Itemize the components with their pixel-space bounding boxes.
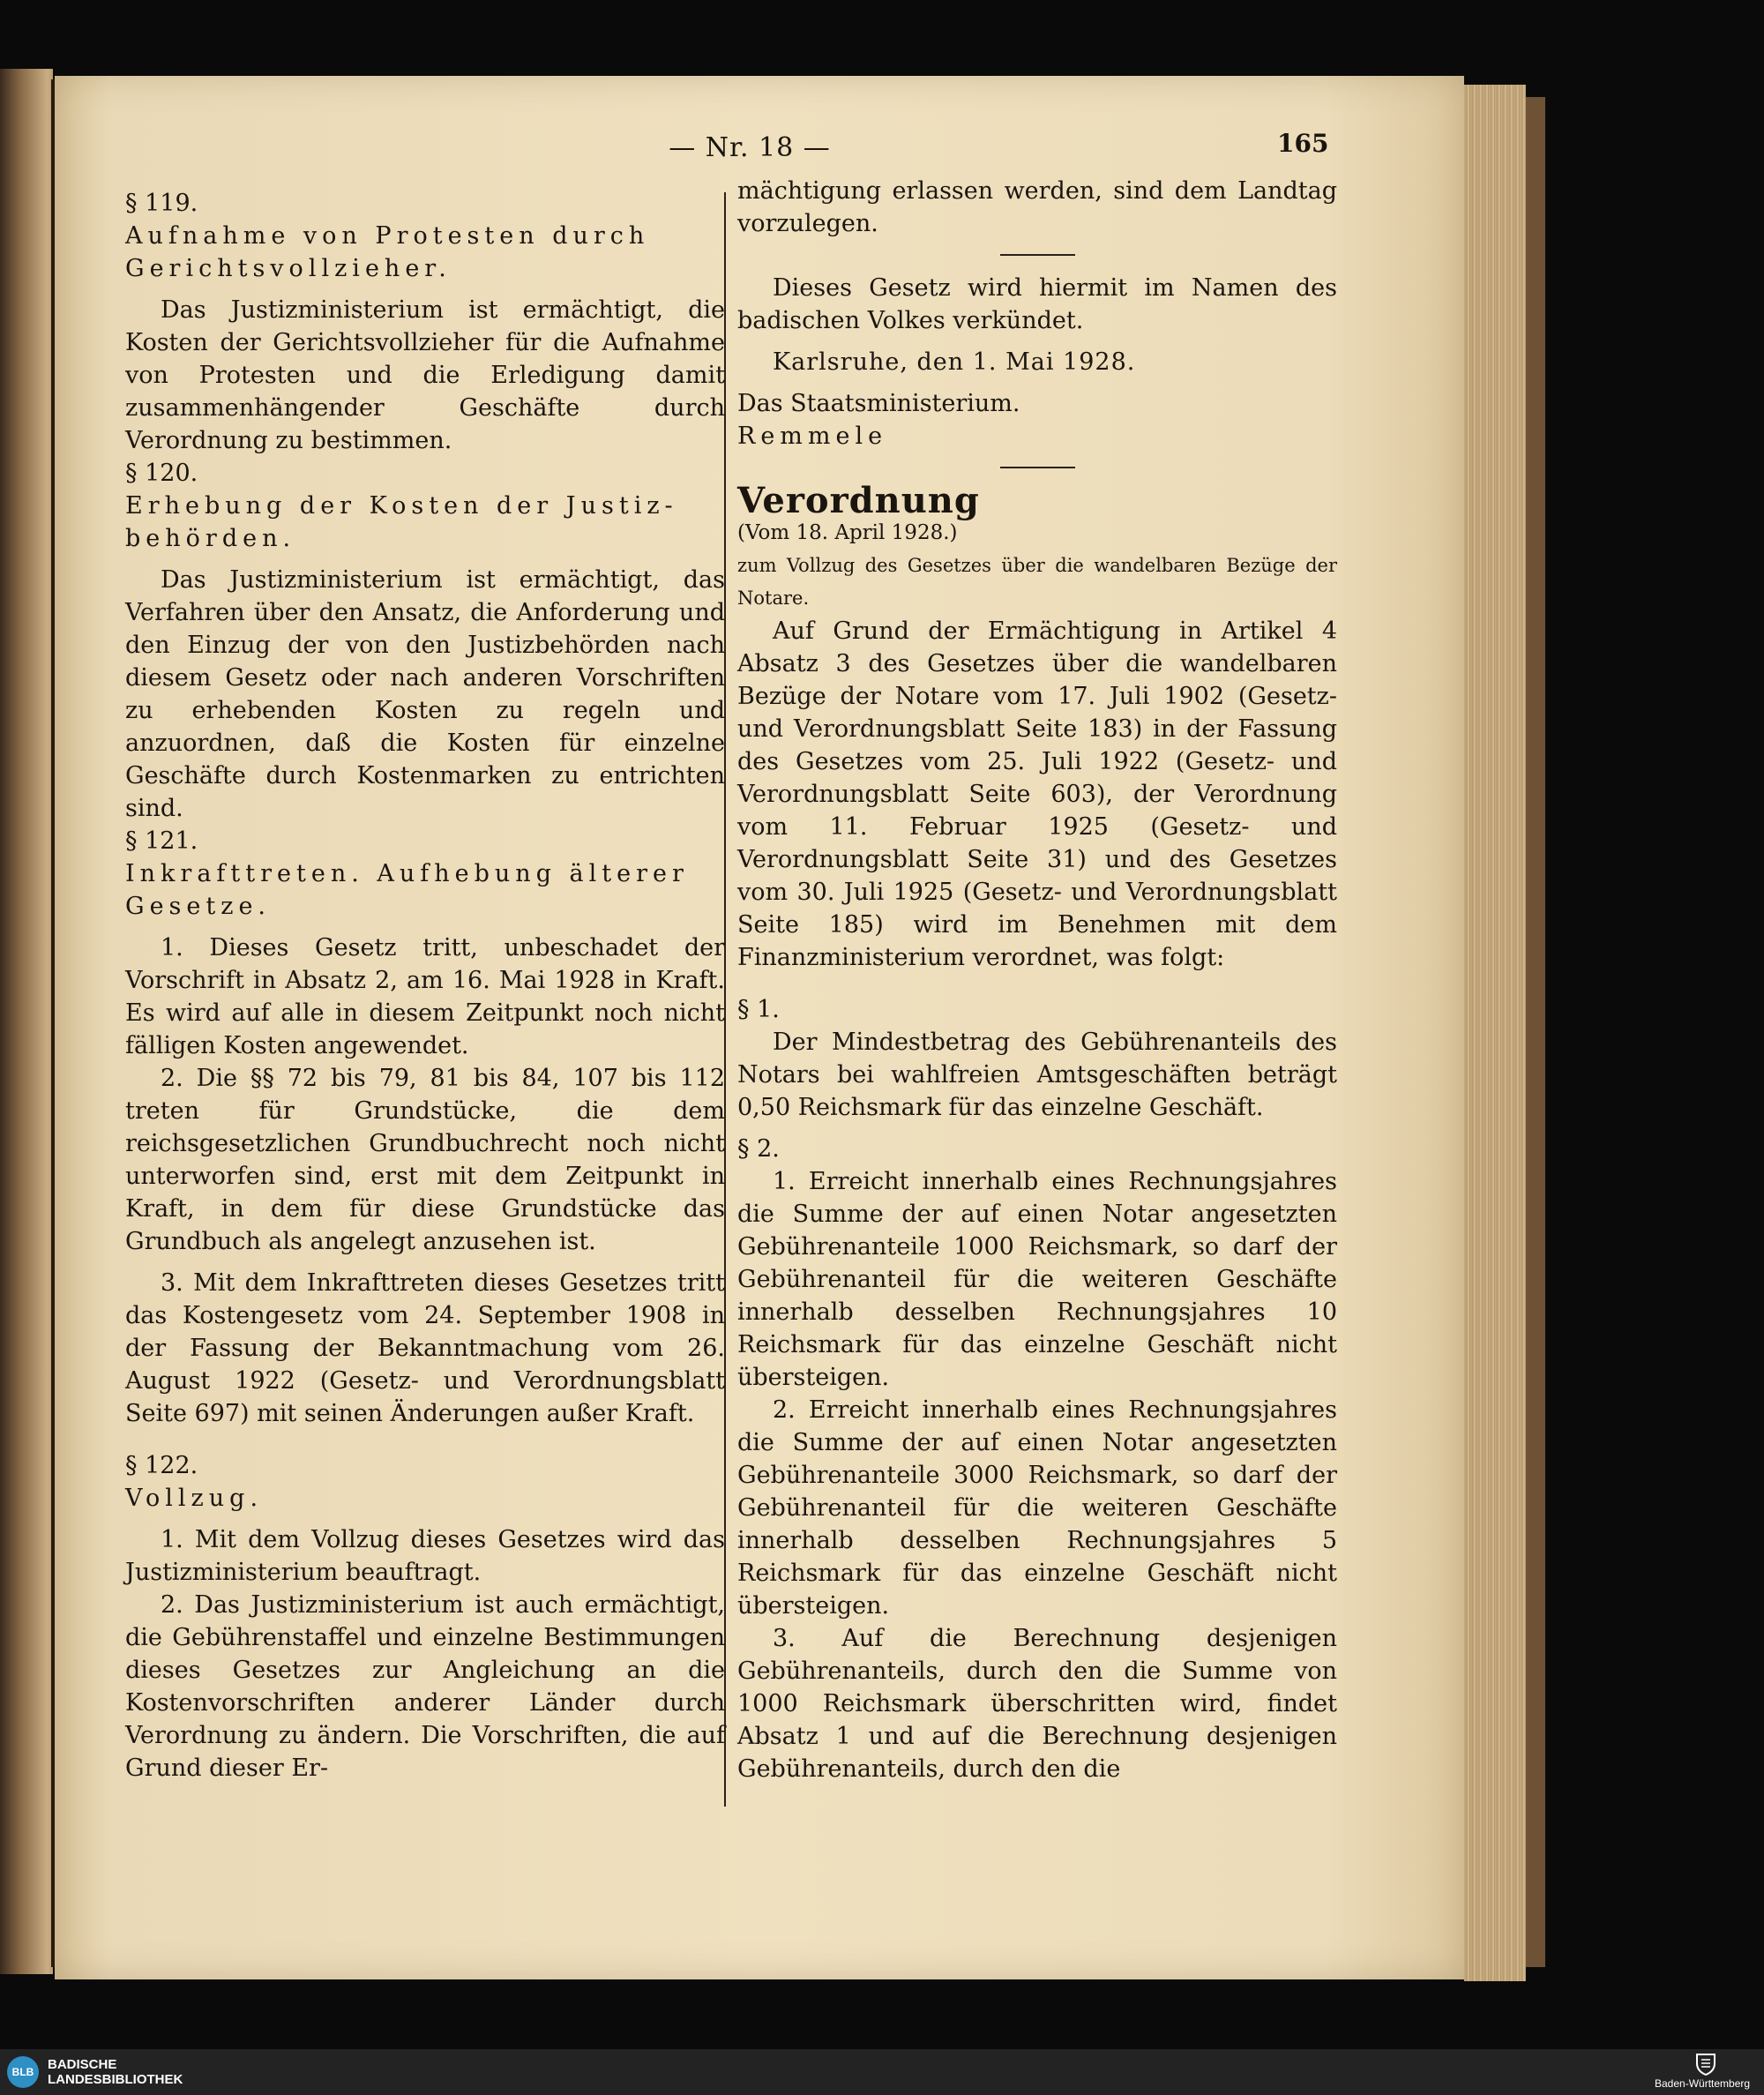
state-label: Baden-Württemberg [1655,2077,1751,2090]
section-number: § 1. [737,996,780,1023]
paragraph: 2. Das Justizministerium ist auch ermächtigt, die Gebührenstaffel und einzelne Bestimmungen dieses Gesetzes zur Angleichung an die Kostenvorschriften anderer Länder durch Verordnung zu ändern. Die Vorschriften, die auf Grund dieser Er- [125,1591,725,1782]
section-heading: behörden. [125,525,296,552]
section-heading: Vollzug. [125,1485,264,1512]
paragraph: 3. Auf die Berechnung desjenigen Gebührenanteils, durch den die Summe von 1000 Reichsmark überschritten wird, findet Absatz 1 und auf die Berechnung desjenigen Gebührenanteils, durch den die [737,1625,1337,1783]
paragraph: 1. Dieses Gesetz tritt, unbeschadet der Vorschrift in Absatz 2, am 16. Mai 1928 in Kraft. Es wird auf alle in diesem Zeitpunkt noch nicht fälligen Kosten angewendet. [125,934,725,1059]
paragraph: Auf Grund der Ermächtigung in Artikel 4 Absatz 3 des Gesetzes über die wandelbaren Bezüge der Notare vom 17. Juli 1902 (Gesetz- und Verordnungsblatt Seite 183) in der Fassung des Gesetzes vom 25. Juli 1922 (Gesetz- und Verordnungsblatt Seite 603), der Verordnung vom 11. Februar 1925 (Gesetz- und Verordnungsblatt Seite 31) und des Gesetzes vom 30. Juli 1925 (Gesetz- und Verordnungsblatt Seite 185) wird im Benehmen mit dem Finanzministerium verordnet, was folgt: [737,617,1337,971]
left-page-edge [0,69,53,1974]
footer-bar [0,2049,1764,2095]
section-heading: Gesetze. [125,893,272,920]
paragraph: 3. Mit dem Inkrafttreten dieses Gesetzes tritt das Kostengesetz vom 24. September 1908 in der Fassung der Bekanntmachung vom 26. August 1922 (Gesetz- und Verordnungsblatt Seite 697) mit seinen Änderungen außer Kraft. [125,1269,725,1427]
section-number: § 119. [125,190,198,217]
section-heading: Aufnahme von Protesten durch [125,222,650,250]
section-number: § 120. [125,460,198,487]
paragraph: Das Justizministerium ist ermächtigt, das Verfahren über den Ansatz, die Anforderung und den Einzug der von den Justizbehörden nach diesem Gesetz oder nach anderen Vorschriften zu erhebenden Kosten zu regeln und anzuordnen, daß die Kosten für einzelne Geschäfte durch Kostenmarken zu entrichten sind. [125,566,725,822]
separator-rule [1000,254,1075,256]
page-stack-edges [1464,85,1526,1981]
section-heading: Inkrafttreten. Aufhebung älterer [125,860,689,887]
paragraph: 1. Mit dem Vollzug dieses Gesetzes wird das Justizministerium beauftragt. [125,1526,725,1586]
ministry: Das Staatsministerium. [737,390,1020,417]
ordinance-date: (Vom 18. April 1928.) [737,521,958,544]
paragraph: 2. Die §§ 72 bis 79, 81 bis 84, 107 bis 112 treten für Grundstücke, die dem reichsgesetzlichen Grundbuchrecht noch nicht unterworfen sind, erst mit dem Zeitpunkt in Kraft, in dem für diese Grundstücke das Grundbuch als angelegt anzusehen ist. [125,1065,725,1255]
ordinance-subtitle: zum Vollzug des Gesetzes über die wandelbaren Bezüge der Notare. [737,555,1337,609]
page-number: 165 [1277,129,1329,158]
library-name-line2: LANDESBIBLIOTHEK [48,2072,183,2087]
left-column [125,187,725,1784]
paragraph: 1. Erreicht innerhalb eines Rechnungsjahres die Summe der auf einen Notar angesetzten Gebührenanteile 1000 Reichsmark, so darf der Gebührenanteil für die weiteren Geschäfte innerhalb desselben Rechnungsjahres 10 Reichsmark für das einzelne Geschäft nicht übersteigen. [737,1168,1337,1391]
place-date: Karlsruhe, den 1. Mai 1928. [773,348,1136,376]
signatory: Remmele [737,423,888,450]
promulgation: Dieses Gesetz wird hiermit im Namen des badischen Volkes verkündet. [737,274,1337,334]
section-heading: Erhebung der Kosten der Justiz- [125,492,678,520]
book-cover-edge [1526,97,1545,1967]
separator-rule [1000,467,1075,468]
paragraph: Das Justizministerium ist ermächtigt, die Kosten der Gerichtsvollzieher für die Aufnahme von Protesten und die Erledigung damit zusammenhängender Geschäfte durch Verordnung zu bestimmen. [125,296,725,454]
section-number: § 121. [125,827,198,855]
ordinance-title: Verordnung [737,480,980,521]
section-heading: Gerichtsvollzieher. [125,255,452,282]
right-column [737,175,1337,1785]
section-number: § 122. [125,1452,198,1479]
paragraph: mächtigung erlassen werden, sind dem Landtag vorzulegen. [737,177,1337,237]
issue-number: — Nr. 18 — [669,132,831,163]
blb-logo-icon[interactable]: BLB [7,2056,39,2088]
section-number: § 2. [737,1135,780,1163]
library-name-line1: BADISCHE [48,2057,117,2072]
paragraph: Der Mindestbetrag des Gebührenanteils des Notars bei wahlfreien Amtsgeschäften beträgt 0,50 Reichsmark für das einzelne Geschäft. [737,1029,1337,1121]
library-name[interactable] [48,2057,183,2087]
coat-of-arms-icon [1693,2053,1718,2076]
paragraph: 2. Erreicht innerhalb eines Rechnungsjahres die Summe der auf einen Notar angesetzten Gebührenanteile 3000 Reichsmark, so darf der Gebührenanteil für die weiteren Geschäfte innerhalb desselben Rechnungsjahres 5 Reichsmark für das einzelne Geschäft nicht übersteigen. [737,1396,1337,1620]
